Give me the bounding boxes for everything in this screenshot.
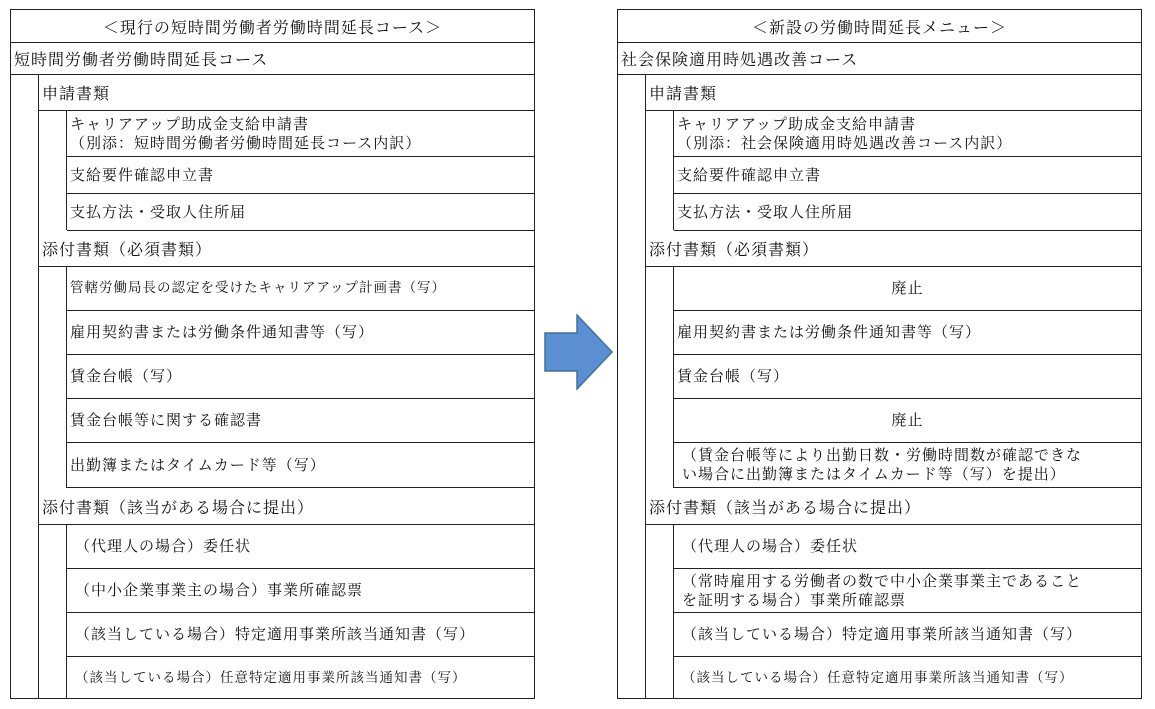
required-item [674,443,1141,488]
section-required-label: 添付書類（必須書類） [39,230,534,267]
conditional-list [673,525,1141,698]
application-item [674,111,1141,157]
course-name: 社会保険適用時処遇改善コース [618,42,1141,75]
conditional-item [674,569,1141,613]
item-line: （別添：社会保険適用時処遇改善コース内訳） [677,133,1013,152]
item-line: キャリアアップ助成金支給申請書 [677,114,916,133]
item-line: キャリアアップ助成金支給申請書 [70,114,309,133]
item-line: （別添：短時間労働者労働時間延長コース内訳） [70,133,422,152]
abolished-item: 廃止 [674,267,1141,311]
application-item: 支払方法・受取人住所届 [67,194,534,231]
item-line: い場合に出勤簿またはタイムカード等（写）を提出） [682,465,1066,483]
application-list [673,111,1141,230]
conditional-item: （代理人の場合）委任状 [674,525,1141,569]
right-arrow-icon [544,314,614,390]
required-list [673,267,1141,488]
item-line: を証明する場合）事業所確認票 [682,590,907,609]
abolished-item: 廃止 [674,399,1141,443]
required-item: 雇用契約書または労働条件通知書等（写） [674,311,1141,355]
section-conditional-label: 添付書類（該当がある場合に提出） [646,488,1141,525]
conditional-list [66,525,534,698]
conditional-item: （中小企業事業主の場合）事業所確認票 [67,569,534,613]
required-item: 管轄労働局長の認定を受けたキャリアアップ計画書（写） [67,267,534,311]
panel-title: ＜現行の短時間労働者労働時間延長コース＞ [11,10,534,43]
course-contents [38,74,534,698]
new-menu-panel [617,9,1142,699]
application-item: 支払方法・受取人住所届 [674,194,1141,231]
section-application-label: 申請書類 [39,74,534,111]
section-conditional-label: 添付書類（該当がある場合に提出） [39,488,534,525]
course-contents [645,74,1141,698]
application-item [67,111,534,157]
required-item: 賃金台帳（写） [674,355,1141,399]
item-line: （賃金台帳等により出勤日数・労働時間数が確認できな [682,446,1083,464]
application-list [66,111,534,230]
application-item: 支給要件確認申立書 [674,157,1141,194]
required-item: 賃金台帳（写） [67,355,534,399]
section-application-label: 申請書類 [646,74,1141,111]
required-item: 賃金台帳等に関する確認書 [67,399,534,443]
required-list [66,267,534,488]
application-item: 支給要件確認申立書 [67,157,534,194]
arrow-shape [545,315,612,389]
required-item: 出勤簿またはタイムカード等（写） [67,443,534,488]
panel-title: ＜新設の労働時間延長メニュー＞ [618,10,1141,43]
conditional-item: （該当している場合）特定適用事業所該当通知書（写） [67,613,534,657]
course-name: 短時間労働者労働時間延長コース [11,42,534,75]
conditional-item: （該当している場合）特定適用事業所該当通知書（写） [674,613,1141,657]
current-course-panel [10,9,535,699]
conditional-item: （代理人の場合）委任状 [67,525,534,569]
section-required-label: 添付書類（必須書類） [646,230,1141,267]
required-item: 雇用契約書または労働条件通知書等（写） [67,311,534,355]
conditional-item: （該当している場合）任意特定適用事業所該当通知書（写） [682,669,1074,686]
conditional-item: （該当している場合）任意特定適用事業所該当通知書（写） [75,669,467,686]
item-line: （常時雇用する労働者の数で中小企業事業主であること [682,571,1083,590]
